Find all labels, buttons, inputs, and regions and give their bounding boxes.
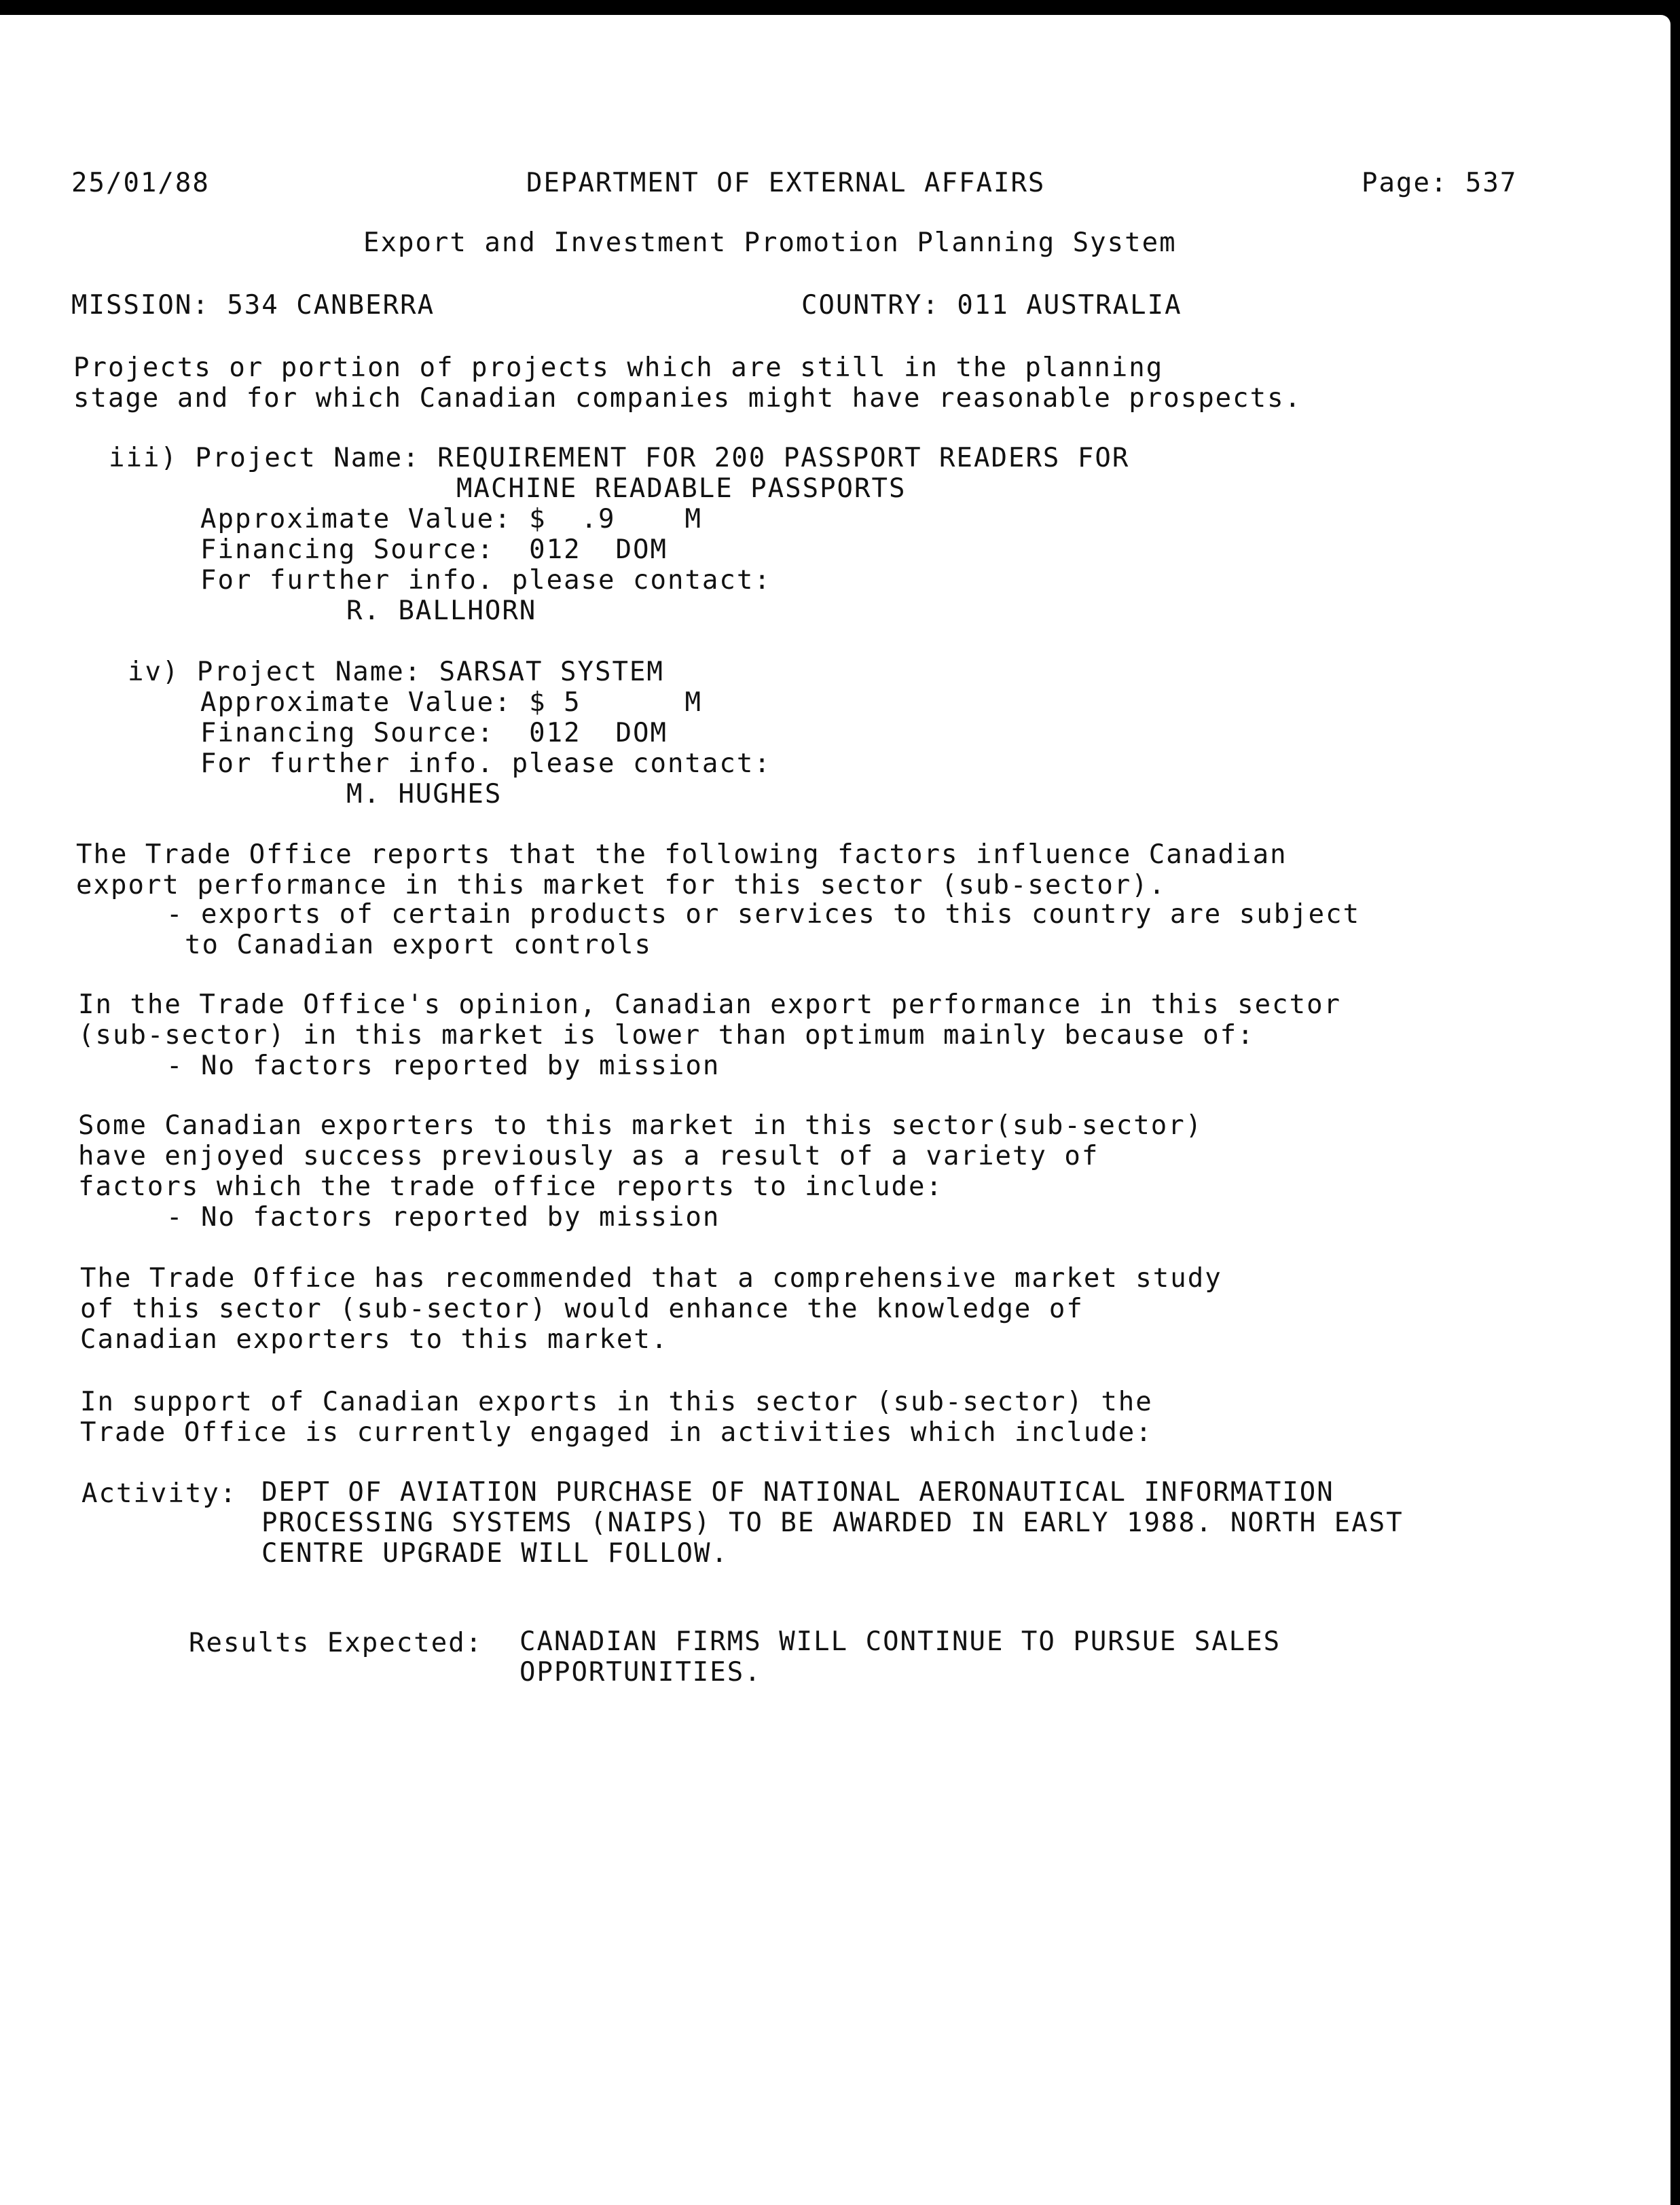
project-contact-label: For further info. please contact: — [200, 748, 771, 779]
factors-line: export performance in this market for this sector (sub-sector). — [76, 870, 1167, 900]
system-title: Export and Investment Promotion Planning System — [363, 227, 1177, 258]
project-name: iv) Project Name: SARSAT SYSTEM — [128, 657, 664, 687]
success-line: factors which the trade office reports to include: — [78, 1171, 943, 1202]
intro-line: stage and for which Canadian companies might have reasonable prospects. — [73, 383, 1302, 414]
project-value: Approximate Value: $ 5 M — [200, 687, 702, 718]
factors-bullet-continued: to Canadian export controls — [185, 930, 652, 960]
page-number: Page: 537 — [1362, 168, 1518, 198]
project-financing: Financing Source: 012 DOM — [200, 718, 668, 748]
results-line: OPPORTUNITIES. — [519, 1657, 762, 1688]
activity-label: Activity: — [81, 1478, 238, 1509]
study-line: of this sector (sub-sector) would enhance the knowledge of — [80, 1294, 1084, 1324]
intro-line: Projects or portion of projects which are still in the planning — [73, 352, 1164, 383]
project-value: Approximate Value: $ .9 M — [200, 504, 702, 534]
country-line: COUNTRY: 011 AUSTRALIA — [801, 290, 1182, 321]
project-contact-label: For further info. please contact: — [200, 565, 771, 596]
success-bullet: - No factors reported by mission — [166, 1202, 720, 1233]
opinion-line: In the Trade Office's opinion, Canadian export performance in this sector — [78, 989, 1342, 1020]
study-line: The Trade Office has recommended that a comprehensive market study — [80, 1263, 1222, 1294]
project-financing: Financing Source: 012 DOM — [200, 534, 668, 565]
mission-line: MISSION: 534 CANBERRA — [71, 290, 435, 321]
support-line: Trade Office is currently engaged in activities which include: — [80, 1417, 1153, 1448]
study-line: Canadian exporters to this market. — [80, 1324, 669, 1355]
activity-line: PROCESSING SYSTEMS (NAIPS) TO BE AWARDED IN EARLY 1988. NORTH EAST — [261, 1508, 1404, 1538]
project-contact: R. BALLHORN — [346, 596, 537, 626]
report-date: 25/01/88 — [71, 168, 210, 198]
document-page — [0, 15, 1670, 2205]
success-line: Some Canadian exporters to this market in this sector(sub-sector) — [78, 1110, 1203, 1141]
success-line: have enjoyed success previously as a result of a variety of — [78, 1141, 1099, 1171]
opinion-line: (sub-sector) in this market is lower than optimum mainly because of: — [78, 1020, 1255, 1051]
activity-line: DEPT OF AVIATION PURCHASE OF NATIONAL AERONAUTICAL INFORMATION — [261, 1477, 1334, 1508]
activity-line: CENTRE UPGRADE WILL FOLLOW. — [261, 1538, 729, 1569]
factors-line: The Trade Office reports that the following factors influence Canadian — [76, 839, 1288, 870]
department-title: DEPARTMENT OF EXTERNAL AFFAIRS — [526, 168, 1046, 198]
results-line: CANADIAN FIRMS WILL CONTINUE TO PURSUE SALES — [519, 1626, 1281, 1657]
project-contact: M. HUGHES — [346, 779, 503, 809]
project-name-continued: MACHINE READABLE PASSPORTS — [456, 473, 907, 504]
results-label: Results Expected: — [189, 1628, 483, 1658]
opinion-bullet: - No factors reported by mission — [166, 1051, 720, 1081]
support-line: In support of Canadian exports in this sector (sub-sector) the — [80, 1387, 1153, 1417]
factors-bullet: - exports of certain products or services to this country are subject — [166, 899, 1361, 930]
project-name: iii) Project Name: REQUIREMENT FOR 200 PASSPORT READERS FOR — [109, 443, 1130, 473]
